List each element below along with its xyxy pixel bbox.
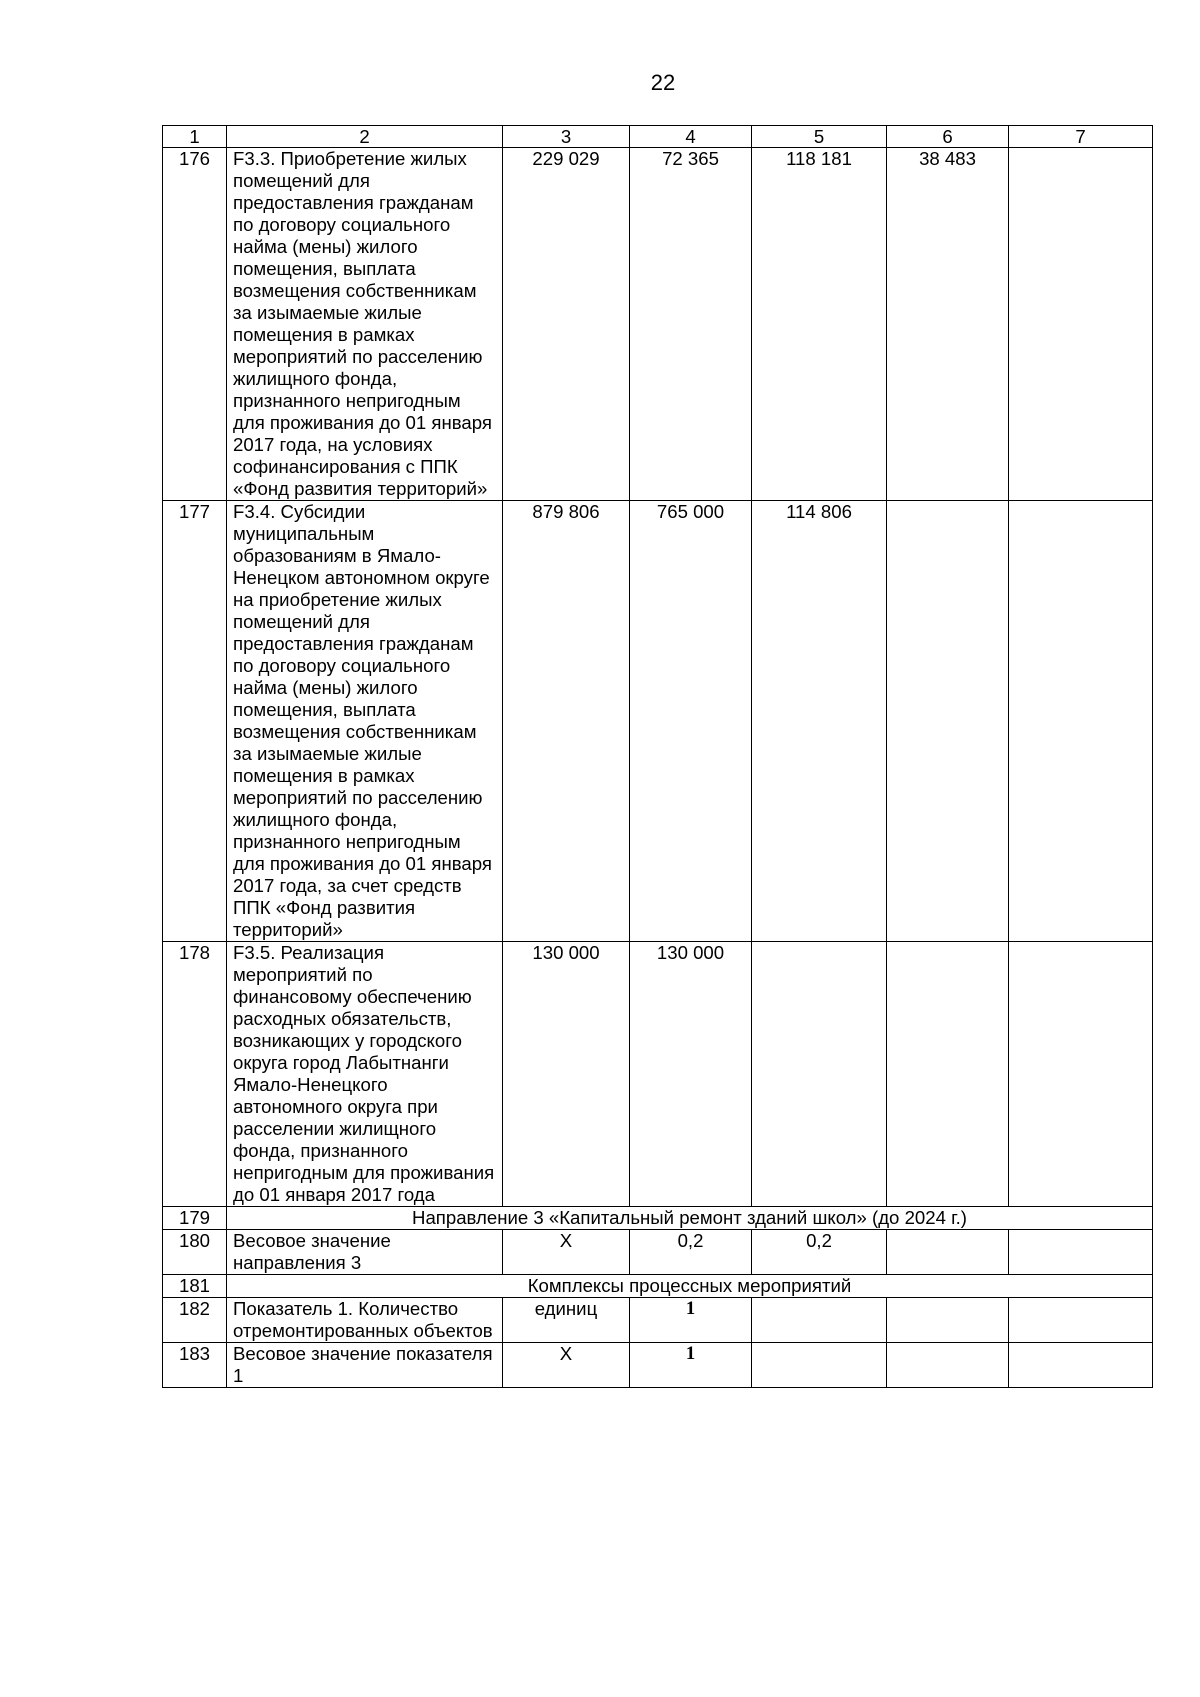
row-value-col3: Х: [503, 1343, 630, 1388]
row-description: F3.3. Приобретение жилых помещений для предоставления гражданам по договору социального найма (мены) жилого помещения, выплата возмещения собственникам за изымаемые жилые помещения в рамках мероприятий по расселению жилищного фонда, признанного непригодным для проживания до 01 января 2017 года, на условиях софинансирования с ППК «Фонд развития территорий»: [227, 148, 503, 501]
header-cell-5: 5: [752, 126, 887, 148]
row-value-col6: [887, 1230, 1009, 1275]
budget-table: [162, 125, 1153, 1388]
row-number: 177: [163, 501, 227, 942]
row-value-col5: [752, 1298, 887, 1343]
row-value-col7: [1009, 148, 1153, 501]
section-row: [163, 1275, 1153, 1298]
row-value-col3: 229 029: [503, 148, 630, 501]
section-title: Комплексы процессных мероприятий: [227, 1275, 1153, 1298]
row-description: Показатель 1. Количество отремонтированных объектов: [227, 1298, 503, 1343]
table-row: [163, 1298, 1153, 1343]
header-cell-2: 2: [227, 126, 503, 148]
row-number: 181: [163, 1275, 227, 1298]
row-description: F3.4. Субсидии муниципальным образованиям в Ямало-Ненецком автономном округе на приобретение жилых помещений для предоставления гражданам по договору социального найма (мены) жилого помещения, выплата возмещения собственникам за изымаемые жилые помещения в рамках мероприятий по расселению жилищного фонда, признанного непригодным для проживания до 01 января 2017 года, за счет средств ППК «Фонд развития территорий»: [227, 501, 503, 942]
row-value-col3: 879 806: [503, 501, 630, 942]
row-description: Весовое значение направления 3: [227, 1230, 503, 1275]
table-row: [163, 1343, 1153, 1388]
table-header-row: [163, 126, 1153, 148]
row-value-col6: [887, 942, 1009, 1207]
row-value-col6: [887, 1343, 1009, 1388]
header-cell-4: 4: [630, 126, 752, 148]
row-number: 178: [163, 942, 227, 1207]
row-value-col3: Х: [503, 1230, 630, 1275]
table-row: [163, 148, 1153, 501]
row-description: Весовое значение показателя 1: [227, 1343, 503, 1388]
row-value-col5: 114 806: [752, 501, 887, 942]
row-value-col7: [1009, 1343, 1153, 1388]
header-cell-1: 1: [163, 126, 227, 148]
header-cell-6: 6: [887, 126, 1009, 148]
row-value-col5: [752, 1343, 887, 1388]
row-value-col5: 0,2: [752, 1230, 887, 1275]
row-value-col4: 765 000: [630, 501, 752, 942]
row-description: F3.5. Реализация мероприятий по финансовому обеспечению расходных обязательств, возникающих у городского округа город Лабытнанги Ямало-Ненецкого автономного округа при расселении жилищного фонда, признанного непригодным для проживания до 01 января 2017 года: [227, 942, 503, 1207]
table-row: [163, 1230, 1153, 1275]
row-value-col3: единиц: [503, 1298, 630, 1343]
row-value-col5: 118 181: [752, 148, 887, 501]
row-value-col5: [752, 942, 887, 1207]
row-value-col4: 1: [630, 1298, 752, 1343]
section-row: [163, 1207, 1153, 1230]
row-value-col4: 0,2: [630, 1230, 752, 1275]
table-row: [163, 942, 1153, 1207]
row-value-col7: [1009, 1230, 1153, 1275]
row-value-col4: 1: [630, 1343, 752, 1388]
row-value-col7: [1009, 942, 1153, 1207]
header-cell-3: 3: [503, 126, 630, 148]
row-number: 176: [163, 148, 227, 501]
row-value-col4: 130 000: [630, 942, 752, 1207]
header-cell-7: 7: [1009, 126, 1153, 148]
row-value-col6: 38 483: [887, 148, 1009, 501]
row-value-col6: [887, 1298, 1009, 1343]
row-number: 183: [163, 1343, 227, 1388]
row-value-col3: 130 000: [503, 942, 630, 1207]
row-number: 182: [163, 1298, 227, 1343]
row-value-col7: [1009, 1298, 1153, 1343]
row-value-col7: [1009, 501, 1153, 942]
row-number: 179: [163, 1207, 227, 1230]
page-number: 22: [650, 70, 676, 95]
table-row: [163, 501, 1153, 942]
row-number: 180: [163, 1230, 227, 1275]
row-value-col6: [887, 501, 1009, 942]
section-title: Направление 3 «Капитальный ремонт зданий школ» (до 2024 г.): [227, 1207, 1153, 1230]
row-value-col4: 72 365: [630, 148, 752, 501]
